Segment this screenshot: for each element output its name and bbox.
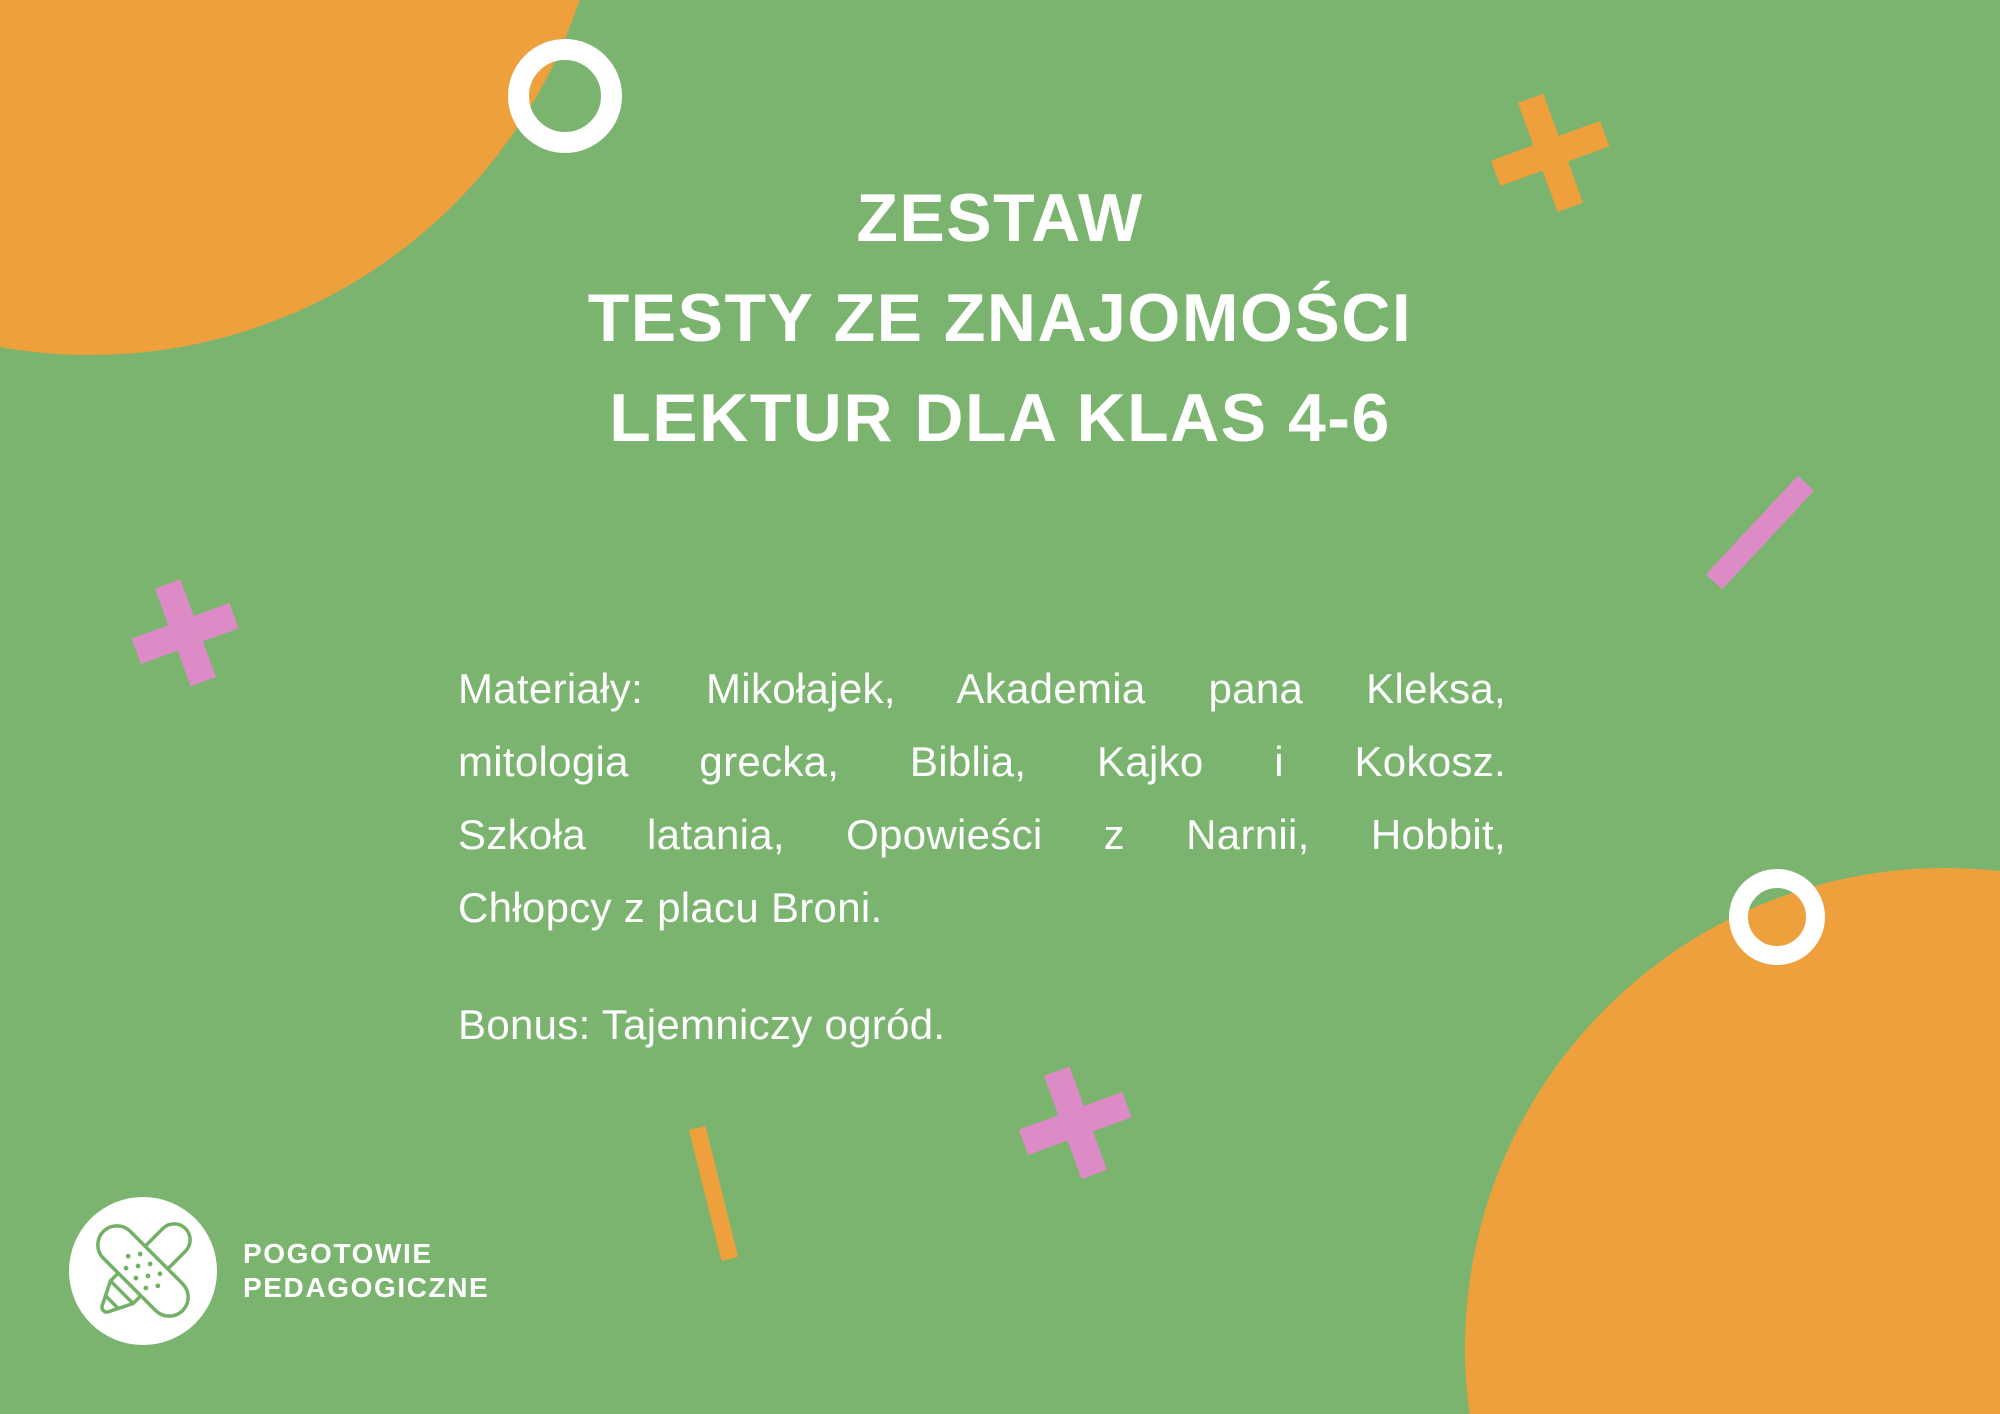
materials-line: Chłopcy z placu Broni. <box>458 884 883 931</box>
materials-line: mitologia grecka, Biblia, Kajko i Kokosz. <box>458 738 1506 785</box>
white-ring-icon <box>1729 869 1825 965</box>
title-line-1: ZESTAW <box>856 180 1144 256</box>
title-line-3: LEKTUR DLA KLAS 4-6 <box>609 380 1391 456</box>
bonus-text: Bonus: Tajemniczy ogród. <box>458 1001 946 1048</box>
logo-name-line-2: PEDAGOGICZNE <box>243 1272 490 1303</box>
page-title <box>0 168 2000 468</box>
pink-cross-icon <box>118 566 251 699</box>
pink-cross-icon <box>1005 1053 1146 1194</box>
logo-name-line-1: POGOTOWIE <box>243 1238 433 1269</box>
title-line-2: TESTY ZE ZNAJOMOŚCI <box>587 280 1413 356</box>
materials-line: Materiały: Mikołajek, Akademia pana Kleksa, <box>458 665 1506 712</box>
orange-line-icon <box>689 1126 738 1261</box>
materials-paragraph <box>458 652 1506 1061</box>
white-ring-icon <box>508 39 622 153</box>
materials-line: Szkoła latania, Opowieści z Narnii, Hobbit, <box>458 811 1506 858</box>
logo-badge <box>69 1197 217 1345</box>
logo <box>69 1197 489 1345</box>
orange-circle-shape <box>1465 868 2000 1414</box>
pink-line-icon <box>1706 476 1814 590</box>
pencil-bandage-icon <box>69 1197 217 1345</box>
logo-text <box>243 1237 489 1305</box>
